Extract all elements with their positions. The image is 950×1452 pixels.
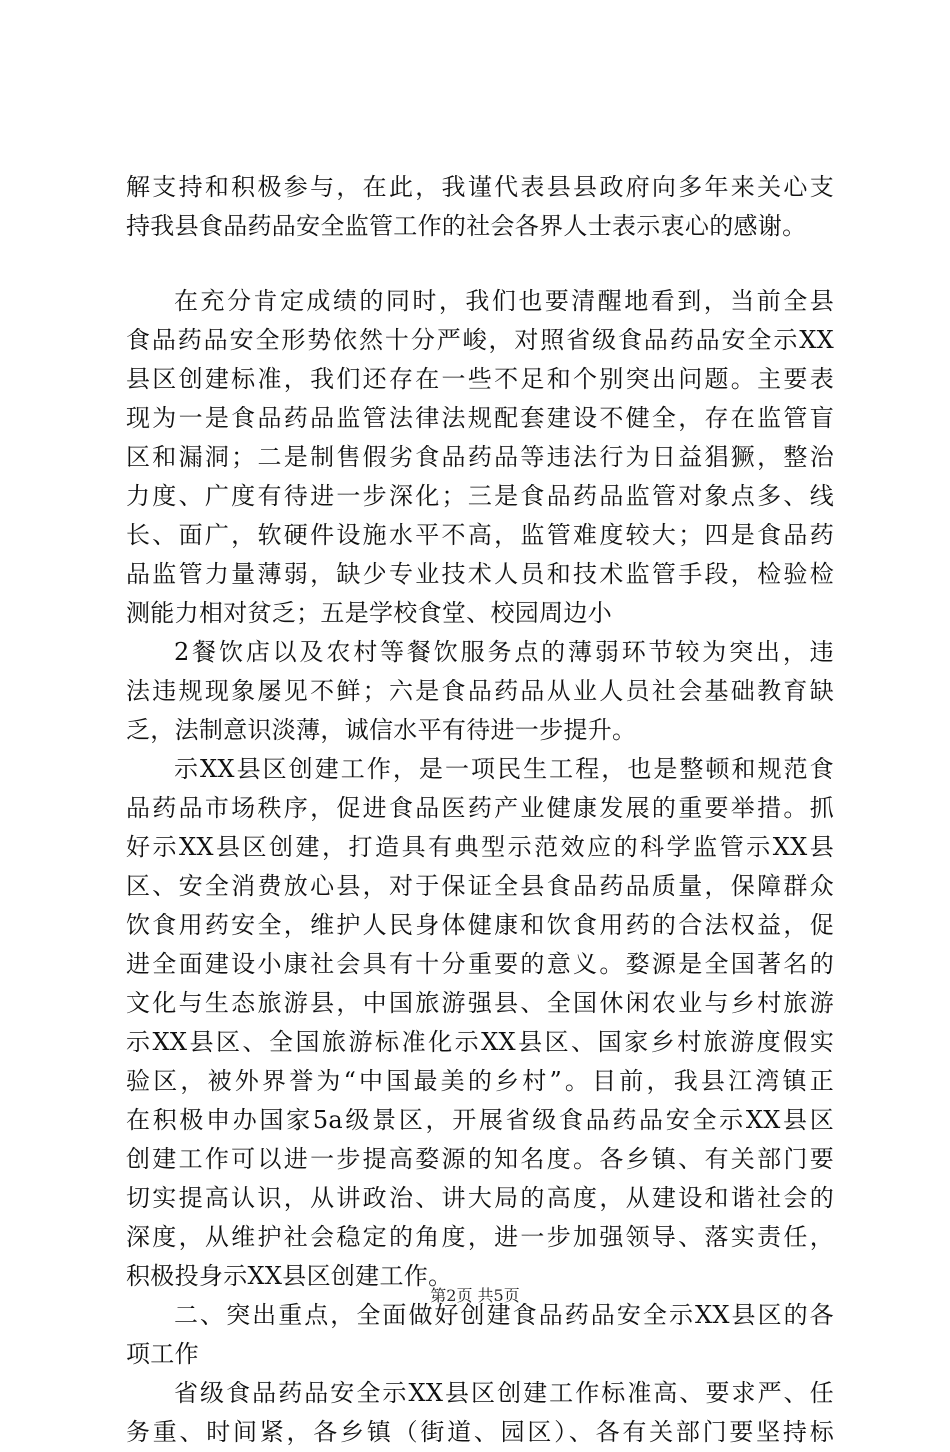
- text-line: 积极投身示XX县区创建工作。: [126, 1262, 453, 1290]
- text-line: 乏，法制意识淡薄，诚信水平有待进一步提升。: [126, 716, 637, 744]
- text-line: 食品药品安全形势依然十分严峻，对照省级食品药品安全示XX: [126, 326, 834, 354]
- text-line: 好示XX县区创建，打造具有典型示范效应的科学监管示XX县: [126, 833, 834, 861]
- text-line: 区和漏洞；二是制售假劣食品药品等违法行为日益猖獗，整治: [126, 443, 834, 471]
- text-line: 验区，被外界誉为“中国最美的乡村”。目前，我县江湾镇正: [126, 1067, 834, 1095]
- text-line: 创建工作可以进一步提高婺源的知名度。各乡镇、有关部门要: [126, 1145, 834, 1173]
- text-line: 在充分肯定成绩的同时，我们也要清醒地看到，当前全县: [174, 287, 834, 315]
- text-line: 深度，从维护社会稳定的角度，进一步加强领导、落实责任，: [126, 1223, 834, 1251]
- paragraph-gap: [126, 246, 834, 282]
- text-line: 务重、时间紧，各乡镇（街道、园区）、各有关部门要坚持标: [126, 1418, 834, 1446]
- text-line: 测能力相对贫乏；五是学校食堂、校园周边小: [126, 599, 612, 627]
- section-heading-line: 二、突出重点，全面做好创建食品药品安全示XX县区的各: [174, 1301, 834, 1329]
- text-line: 持我县食品药品安全监管工作的社会各界人士表示衷心的感谢。: [126, 212, 807, 240]
- text-line: 力度、广度有待进一步深化；三是食品药品监管对象点多、线: [126, 482, 834, 510]
- text-line: 省级食品药品安全示XX县区创建工作标准高、要求严、任: [174, 1379, 834, 1407]
- text-line: 2餐饮店以及农村等餐饮服务点的薄弱环节较为突出，违: [174, 638, 834, 666]
- text-line: 县区创建标准，我们还存在一些不足和个别突出问题。主要表: [126, 365, 834, 393]
- page-footer: 第2页 共5页: [430, 1286, 520, 1305]
- text-line: 品药品市场秩序，促进食品医药产业健康发展的重要举措。抓: [126, 794, 834, 822]
- text-line: 文化与生态旅游县，中国旅游强县、全国休闲农业与乡村旅游: [126, 989, 834, 1017]
- text-line: 区、安全消费放心县，对于保证全县食品药品质量，保障群众: [126, 872, 834, 900]
- text-line: 现为一是食品药品监管法律法规配套建设不健全，存在监管盲: [126, 404, 834, 432]
- text-line: 示XX县区、全国旅游标准化示XX县区、国家乡村旅游度假实: [126, 1028, 834, 1056]
- text-line: 示XX县区创建工作，是一项民生工程，也是整顿和规范食: [174, 755, 834, 783]
- text-line: 法违规现象屡见不鲜；六是食品药品从业人员社会基础教育缺: [126, 677, 834, 705]
- text-line: 饮食用药安全，维护人民身体健康和饮食用药的合法权益，促: [126, 911, 834, 939]
- text-line: 切实提高认识，从讲政治、讲大局的高度，从建设和谐社会的: [126, 1184, 834, 1212]
- text-line: 在积极申办国家5a级景区，开展省级食品药品安全示XX县区: [126, 1106, 834, 1134]
- text-line: 长、面广，软硬件设施水平不高，监管难度较大；四是食品药: [126, 521, 834, 549]
- section-heading-line: 项工作: [126, 1340, 199, 1368]
- text-line: 进全面建设小康社会具有十分重要的意义。婺源是全国著名的: [126, 950, 834, 978]
- document-body: [126, 168, 834, 1452]
- text-line: 品监管力量薄弱，缺少专业技术人员和技术监管手段，检验检: [126, 560, 834, 588]
- text-line: 解支持和积极参与，在此，我谨代表县县政府向多年来关心支: [126, 173, 834, 201]
